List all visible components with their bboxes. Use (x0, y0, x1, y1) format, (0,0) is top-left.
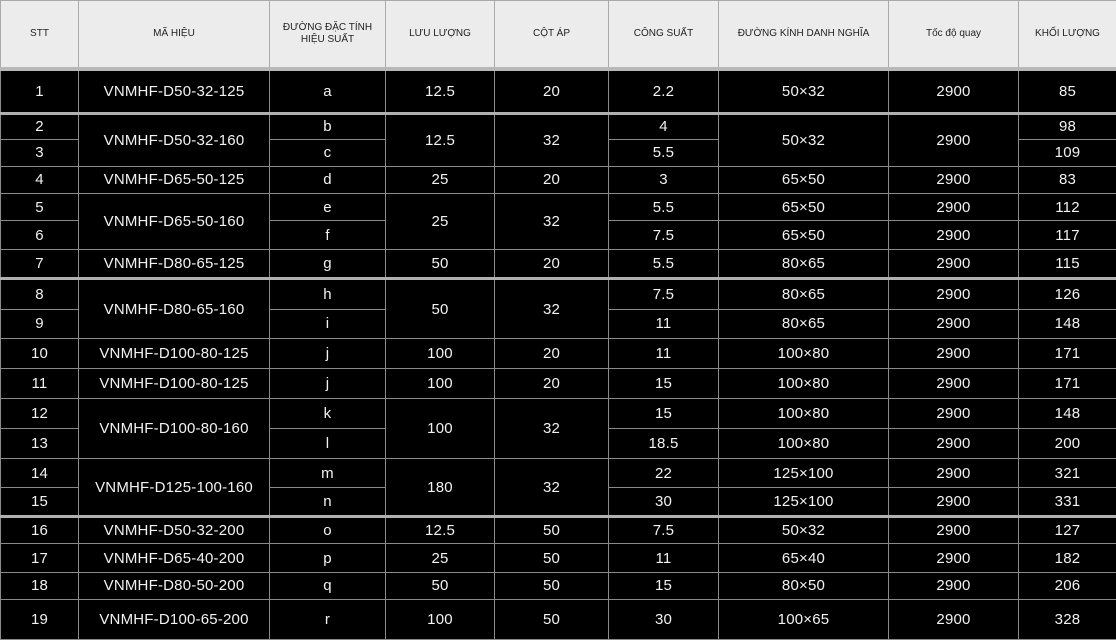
cell-speed: 2900 (889, 69, 1019, 113)
table-row (1, 279, 1116, 309)
cell-nominal-diameter: 80×50 (719, 572, 889, 599)
cell-curve: o (270, 517, 386, 544)
cell-model: VNMHF-D50-32-200 (79, 517, 270, 544)
cell-nominal-diameter: 125×100 (719, 488, 889, 517)
cell-power: 11 (609, 544, 719, 572)
cell-nominal-diameter: 50×32 (719, 113, 889, 166)
table-row (1, 166, 1116, 193)
cell-stt: 8 (1, 279, 79, 309)
cell-head: 32 (495, 398, 609, 458)
header-curve-line2: HIỆU SUẤT (300, 34, 355, 45)
cell-curve: k (270, 398, 386, 428)
cell-weight: 109 (1019, 139, 1116, 166)
cell-speed: 2900 (889, 429, 1019, 459)
cell-head: 50 (495, 572, 609, 599)
cell-stt: 2 (1, 113, 79, 139)
cell-stt: 18 (1, 572, 79, 599)
cell-curve: r (270, 599, 386, 639)
cell-speed: 2900 (889, 488, 1019, 517)
cell-model: VNMHF-D100-65-200 (79, 599, 270, 639)
cell-power: 2.2 (609, 69, 719, 113)
cell-speed: 2900 (889, 194, 1019, 221)
cell-weight: 112 (1019, 194, 1116, 221)
cell-head: 32 (495, 194, 609, 250)
cell-flow: 25 (386, 544, 495, 572)
cell-power: 7.5 (609, 221, 719, 250)
cell-stt: 9 (1, 309, 79, 338)
cell-speed: 2900 (889, 166, 1019, 193)
cell-speed: 2900 (889, 338, 1019, 368)
cell-nominal-diameter: 80×65 (719, 279, 889, 309)
table-row (1, 517, 1116, 544)
cell-nominal-diameter: 50×32 (719, 517, 889, 544)
cell-nominal-diameter: 100×80 (719, 338, 889, 368)
cell-speed: 2900 (889, 309, 1019, 338)
cell-weight: 83 (1019, 166, 1116, 193)
cell-head: 50 (495, 599, 609, 639)
cell-nominal-diameter: 65×50 (719, 166, 889, 193)
cell-curve: e (270, 194, 386, 221)
cell-flow: 100 (386, 368, 495, 398)
cell-nominal-diameter: 65×50 (719, 221, 889, 250)
cell-stt: 10 (1, 338, 79, 368)
cell-curve: f (270, 221, 386, 250)
cell-power: 11 (609, 309, 719, 338)
cell-weight: 85 (1019, 69, 1116, 113)
cell-curve: i (270, 309, 386, 338)
cell-power: 30 (609, 488, 719, 517)
header-power: CÔNG SUẤT (609, 1, 719, 70)
cell-head: 50 (495, 517, 609, 544)
cell-stt: 11 (1, 368, 79, 398)
cell-nominal-diameter: 65×50 (719, 194, 889, 221)
cell-curve: g (270, 250, 386, 279)
table-row (1, 194, 1116, 221)
cell-flow: 50 (386, 572, 495, 599)
cell-model: VNMHF-D65-50-125 (79, 166, 270, 193)
header-stt: STT (1, 1, 79, 70)
cell-nominal-diameter: 100×80 (719, 398, 889, 428)
cell-weight: 127 (1019, 517, 1116, 544)
cell-stt: 13 (1, 429, 79, 459)
cell-curve: q (270, 572, 386, 599)
cell-flow: 100 (386, 398, 495, 458)
cell-curve: h (270, 279, 386, 309)
cell-weight: 117 (1019, 221, 1116, 250)
cell-speed: 2900 (889, 398, 1019, 428)
cell-weight: 148 (1019, 398, 1116, 428)
cell-power: 15 (609, 572, 719, 599)
cell-weight: 200 (1019, 429, 1116, 459)
cell-nominal-diameter: 100×80 (719, 429, 889, 459)
cell-stt: 14 (1, 459, 79, 488)
cell-weight: 115 (1019, 250, 1116, 279)
cell-nominal-diameter: 80×65 (719, 309, 889, 338)
header-curve-line1: ĐƯỜNG ĐẶC TÍNH (282, 22, 373, 33)
cell-head: 32 (495, 113, 609, 166)
cell-curve: l (270, 429, 386, 459)
table-row (1, 599, 1116, 639)
cell-flow: 50 (386, 279, 495, 338)
header-model: MÃ HIỆU (79, 1, 270, 70)
cell-head: 20 (495, 69, 609, 113)
header-head: CỘT ÁP (495, 1, 609, 70)
cell-stt: 1 (1, 69, 79, 113)
cell-nominal-diameter: 125×100 (719, 459, 889, 488)
cell-weight: 206 (1019, 572, 1116, 599)
cell-power: 5.5 (609, 194, 719, 221)
cell-model: VNMHF-D65-50-160 (79, 194, 270, 250)
header-weight: KHỐI LƯỢNG (1019, 1, 1116, 70)
cell-curve: j (270, 368, 386, 398)
cell-nominal-diameter: 50×32 (719, 69, 889, 113)
cell-power: 15 (609, 368, 719, 398)
cell-power: 7.5 (609, 517, 719, 544)
table-row (1, 572, 1116, 599)
cell-nominal-diameter: 80×65 (719, 250, 889, 279)
table-row (1, 544, 1116, 572)
table-row (1, 368, 1116, 398)
cell-curve: a (270, 69, 386, 113)
cell-flow: 12.5 (386, 69, 495, 113)
cell-model: VNMHF-D100-80-160 (79, 398, 270, 458)
cell-model: VNMHF-D100-80-125 (79, 338, 270, 368)
header-nominal-diameter: ĐƯỜNG KÍNH DANH NGHĨA (719, 1, 889, 70)
cell-speed: 2900 (889, 113, 1019, 166)
cell-flow: 25 (386, 194, 495, 250)
cell-speed: 2900 (889, 599, 1019, 639)
cell-curve: m (270, 459, 386, 488)
cell-curve: j (270, 338, 386, 368)
cell-weight: 98 (1019, 113, 1116, 139)
cell-model: VNMHF-D80-50-200 (79, 572, 270, 599)
cell-curve: d (270, 166, 386, 193)
cell-head: 20 (495, 250, 609, 279)
cell-speed: 2900 (889, 279, 1019, 309)
cell-curve: c (270, 139, 386, 166)
table-row (1, 69, 1116, 113)
cell-power: 5.5 (609, 139, 719, 166)
cell-model: VNMHF-D65-40-200 (79, 544, 270, 572)
cell-stt: 4 (1, 166, 79, 193)
cell-stt: 3 (1, 139, 79, 166)
cell-weight: 182 (1019, 544, 1116, 572)
cell-power: 30 (609, 599, 719, 639)
cell-flow: 12.5 (386, 113, 495, 166)
cell-stt: 5 (1, 194, 79, 221)
cell-model: VNMHF-D100-80-125 (79, 368, 270, 398)
cell-model: VNMHF-D50-32-160 (79, 113, 270, 166)
table-row (1, 250, 1116, 279)
cell-head: 20 (495, 368, 609, 398)
cell-speed: 2900 (889, 544, 1019, 572)
cell-power: 18.5 (609, 429, 719, 459)
cell-speed: 2900 (889, 459, 1019, 488)
cell-speed: 2900 (889, 572, 1019, 599)
cell-speed: 2900 (889, 250, 1019, 279)
cell-head: 32 (495, 279, 609, 338)
cell-stt: 12 (1, 398, 79, 428)
table-row (1, 459, 1116, 488)
cell-flow: 50 (386, 250, 495, 279)
cell-flow: 12.5 (386, 517, 495, 544)
cell-stt: 16 (1, 517, 79, 544)
header-flow: LƯU LƯỢNG (386, 1, 495, 70)
cell-curve: p (270, 544, 386, 572)
cell-weight: 171 (1019, 338, 1116, 368)
cell-speed: 2900 (889, 517, 1019, 544)
cell-nominal-diameter: 100×80 (719, 368, 889, 398)
cell-weight: 321 (1019, 459, 1116, 488)
table-row (1, 113, 1116, 139)
cell-power: 22 (609, 459, 719, 488)
cell-flow: 180 (386, 459, 495, 517)
cell-stt: 6 (1, 221, 79, 250)
cell-curve: n (270, 488, 386, 517)
table-row (1, 338, 1116, 368)
cell-nominal-diameter: 65×40 (719, 544, 889, 572)
cell-weight: 171 (1019, 368, 1116, 398)
cell-power: 15 (609, 398, 719, 428)
cell-head: 32 (495, 459, 609, 517)
table-row (1, 398, 1116, 428)
cell-power: 3 (609, 166, 719, 193)
cell-flow: 25 (386, 166, 495, 193)
cell-power: 5.5 (609, 250, 719, 279)
cell-weight: 126 (1019, 279, 1116, 309)
cell-weight: 331 (1019, 488, 1116, 517)
cell-speed: 2900 (889, 368, 1019, 398)
cell-stt: 17 (1, 544, 79, 572)
header-speed: Tốc độ quay (889, 1, 1019, 70)
cell-stt: 19 (1, 599, 79, 639)
cell-head: 20 (495, 338, 609, 368)
cell-head: 50 (495, 544, 609, 572)
cell-model: VNMHF-D80-65-125 (79, 250, 270, 279)
cell-curve: b (270, 113, 386, 139)
cell-weight: 328 (1019, 599, 1116, 639)
header-row (1, 1, 1116, 70)
cell-stt: 7 (1, 250, 79, 279)
cell-stt: 15 (1, 488, 79, 517)
cell-power: 4 (609, 113, 719, 139)
cell-flow: 100 (386, 599, 495, 639)
cell-head: 20 (495, 166, 609, 193)
cell-model: VNMHF-D125-100-160 (79, 459, 270, 517)
cell-flow: 100 (386, 338, 495, 368)
cell-weight: 148 (1019, 309, 1116, 338)
cell-power: 11 (609, 338, 719, 368)
cell-model: VNMHF-D80-65-160 (79, 279, 270, 338)
header-curve (270, 1, 386, 70)
cell-nominal-diameter: 100×65 (719, 599, 889, 639)
cell-model: VNMHF-D50-32-125 (79, 69, 270, 113)
cell-speed: 2900 (889, 221, 1019, 250)
cell-power: 7.5 (609, 279, 719, 309)
